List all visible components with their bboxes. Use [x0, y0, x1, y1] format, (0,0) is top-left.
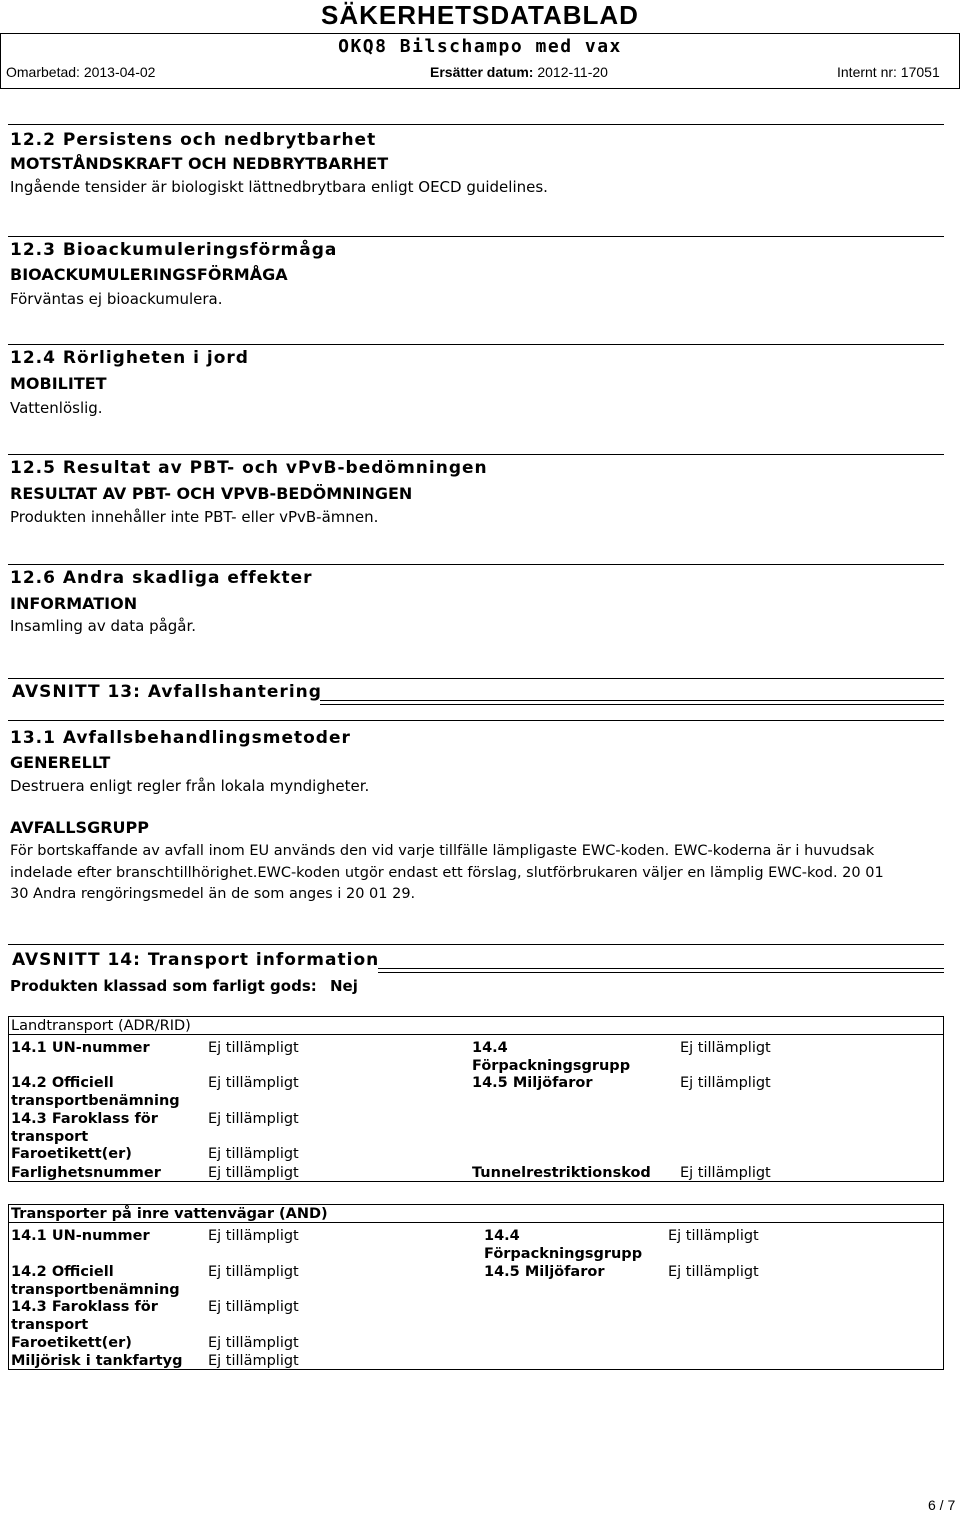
divider: [8, 678, 944, 679]
land-un-value: Ej tillämpligt: [208, 1040, 299, 1056]
inland-pg-label: 14.4 Förpackningsgrupp: [484, 1228, 643, 1262]
section-12-2-text: Ingående tensider är biologiskt lättnedbrytbara enligt OECD guidelines.: [10, 178, 548, 196]
inland-pg-value: Ej tillämpligt: [668, 1228, 759, 1244]
section-12-4-sub: MOBILITET: [10, 374, 107, 393]
inland-transport-title: Transporter på inre vattenvägar (AND): [11, 1206, 328, 1222]
replaces-date: [430, 64, 608, 80]
general-text: Destruera enligt regler från lokala myndigheter.: [10, 777, 370, 795]
land-env-value: Ej tillämpligt: [680, 1075, 771, 1091]
inland-name-value: Ej tillämpligt: [208, 1264, 299, 1280]
product-name: OKQ8 Bilschampo med vax: [338, 36, 622, 57]
inland-un-value: Ej tillämpligt: [208, 1228, 299, 1244]
land-tunnel-value: Ej tillämpligt: [680, 1165, 771, 1181]
land-transport-title: Landtransport (ADR/RID): [11, 1018, 191, 1034]
section-12-5-text: Produkten innehåller inte PBT- eller vPvB-ämnen.: [10, 508, 379, 526]
document-title: SÄKERHETSDATABLAD: [321, 0, 639, 30]
inland-env-value: Ej tillämpligt: [668, 1264, 759, 1280]
land-labels-label: Faroetikett(er): [11, 1146, 132, 1162]
section-13-heading: AVSNITT 13: Avfallshantering: [12, 682, 322, 702]
section-12-3-sub: BIOACKUMULERINGSFÖRMÅGA: [10, 265, 288, 284]
divider: [8, 564, 944, 565]
divider: [8, 454, 944, 455]
inland-tanker-value: Ej tillämpligt: [208, 1353, 299, 1369]
section-12-4-heading: 12.4 Rörligheten i jord: [10, 348, 249, 368]
land-class-label: 14.3 Faroklass för transport: [11, 1111, 158, 1145]
inland-class-label: 14.3 Faroklass för transport: [11, 1299, 158, 1333]
inland-labels-value: Ej tillämpligt: [208, 1335, 299, 1351]
dangerous-goods-label: Produkten klassad som farligt gods:: [10, 977, 317, 995]
section-divider: [320, 700, 944, 705]
page-number: 6 / 7: [928, 1497, 956, 1513]
land-env-label: 14.5 Miljöfaror: [472, 1075, 593, 1091]
inland-labels-label: Faroetikett(er): [11, 1335, 132, 1351]
section-12-2-sub: MOTSTÅNDSKRAFT OCH NEDBRYTBARHET: [10, 154, 389, 173]
land-labels-value: Ej tillämpligt: [208, 1146, 299, 1162]
internal-number: Internt nr: 17051: [837, 64, 940, 80]
section-12-6-heading: 12.6 Andra skadliga effekter: [10, 568, 313, 588]
land-name-value: Ej tillämpligt: [208, 1075, 299, 1091]
section-14-heading: AVSNITT 14: Transport information: [12, 950, 380, 970]
section-12-4-text: Vattenlöslig.: [10, 399, 103, 417]
section-13-1-heading: 13.1 Avfallsbehandlingsmetoder: [10, 728, 351, 748]
land-class-value: Ej tillämpligt: [208, 1111, 299, 1127]
section-divider: [378, 968, 944, 973]
section-12-3-text: Förväntas ej bioackumulera.: [10, 290, 223, 308]
waste-group-line: indelade efter branschtillhörighet.EWC-koden utgör endast ett förslag, slutförbrukaren väljer en lämplig EWC-kod. 20 01: [10, 865, 884, 881]
land-hazno-label: Farlighetsnummer: [11, 1165, 161, 1181]
land-pg-value: Ej tillämpligt: [680, 1040, 771, 1056]
waste-group-line: 30 Andra rengöringsmedel än de som anges i 20 01 29.: [10, 886, 416, 902]
section-12-6-sub: INFORMATION: [10, 594, 138, 613]
section-12-3-heading: 12.3 Bioackumuleringsförmåga: [10, 240, 338, 260]
divider: [8, 236, 944, 237]
waste-group-line: För bortskaffande av avfall inom EU används den vid varje tillfälle lämpligaste EWC-koden. EWC-koderna är i huvudsak: [10, 843, 875, 859]
replaces-label: Ersätter datum:: [430, 64, 534, 80]
section-12-2-heading: 12.2 Persistens och nedbrytbarhet: [10, 130, 377, 150]
dangerous-goods-value: Nej: [330, 977, 358, 995]
land-pg-label: 14.4 Förpackningsgrupp: [472, 1040, 631, 1074]
inland-class-value: Ej tillämpligt: [208, 1299, 299, 1315]
inland-tanker-label: Miljörisk i tankfartyg: [11, 1353, 183, 1369]
divider: [8, 344, 944, 345]
land-tunnel-label: Tunnelrestriktionskod: [472, 1165, 651, 1181]
inland-env-label: 14.5 Miljöfaror: [484, 1264, 605, 1280]
divider: [8, 124, 944, 125]
general-label: GENERELLT: [10, 753, 111, 772]
revised-date: Omarbetad: 2013-04-02: [6, 64, 156, 80]
section-12-5-sub: RESULTAT AV PBT- OCH VPVB-BEDÖMNINGEN: [10, 484, 413, 503]
land-name-label: 14.2 Officiell transportbenämning: [11, 1075, 180, 1109]
section-12-6-text: Insamling av data pågår.: [10, 617, 197, 635]
replaces-value: 2012-11-20: [537, 64, 608, 80]
section-12-5-heading: 12.5 Resultat av PBT- och vPvB-bedömningen: [10, 458, 488, 478]
divider: [8, 944, 944, 945]
divider: [8, 720, 944, 721]
inland-un-label: 14.1 UN-nummer: [11, 1228, 150, 1244]
land-hazno-value: Ej tillämpligt: [208, 1165, 299, 1181]
land-un-label: 14.1 UN-nummer: [11, 1040, 150, 1056]
inland-name-label: 14.2 Officiell transportbenämning: [11, 1264, 180, 1298]
waste-group-label: AVFALLSGRUPP: [10, 818, 149, 837]
